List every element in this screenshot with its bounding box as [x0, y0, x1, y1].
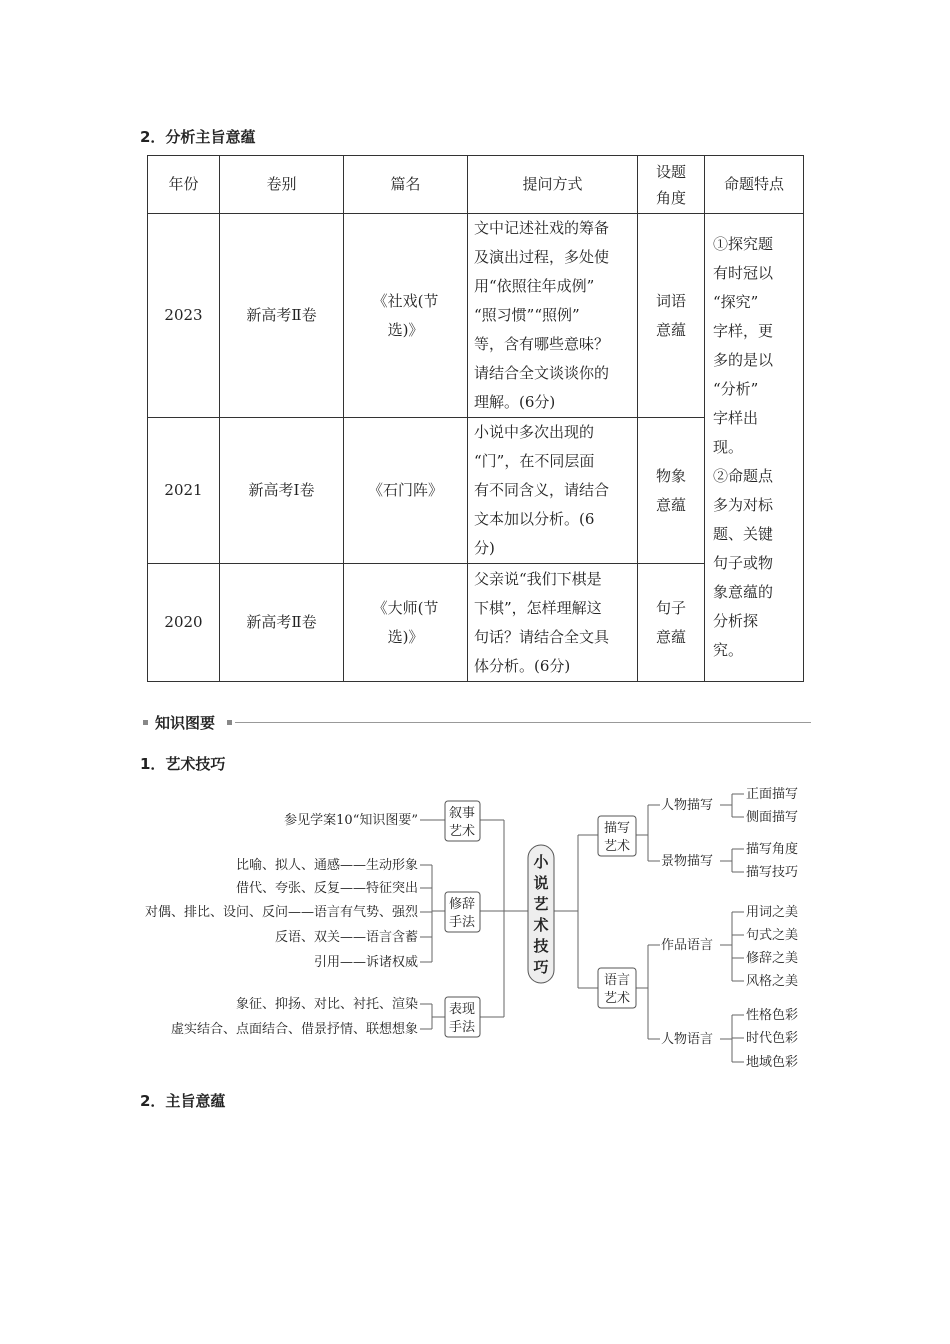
- section-heading-analysis: 2．分析主旨意蕴: [140, 128, 256, 146]
- node-narrative-line2: 艺术: [448, 824, 476, 839]
- cell-year: 2023: [148, 214, 220, 418]
- exam-question-table: [147, 155, 804, 682]
- leaf-expression-1: 象征、抑扬、对比、衬托、渲染: [235, 997, 418, 1012]
- header-paper: 卷别: [220, 156, 344, 214]
- leaf-era-color: 时代色彩: [746, 1031, 799, 1046]
- node-description-line1: 描写: [603, 821, 631, 836]
- leaf-description-angle: 描写角度: [746, 842, 799, 857]
- table-header-row: [148, 156, 804, 214]
- leaf-rhetoric-5: 引用——诉诸权威: [313, 955, 418, 970]
- leaf-indirect-description: 侧面描写: [746, 810, 799, 825]
- sub-character-language: 人物语言: [661, 1032, 714, 1047]
- node-expression-line1: 表现: [448, 1002, 476, 1017]
- sub-work-language: 作品语言: [661, 938, 714, 953]
- bar-square-right: [227, 720, 232, 725]
- cell-title: 《石门阵》: [344, 418, 468, 564]
- svg-text:小: 小: [533, 853, 549, 871]
- node-expression-line2: 手法: [448, 1020, 476, 1035]
- bar-square-left: [143, 720, 148, 725]
- svg-text:巧: 巧: [533, 958, 549, 976]
- leaf-narrative-ref: 参见学案10“知识图要”: [284, 813, 418, 828]
- header-year: 年份: [148, 156, 220, 214]
- cell-angle: 句子 意蕴: [638, 564, 705, 682]
- header-angle: 设题 角度: [638, 156, 705, 214]
- cell-year: 2021: [148, 418, 220, 564]
- leaf-expression-2: 虚实结合、点面结合、借景抒情、联想想象: [170, 1022, 418, 1037]
- bar-rule: [235, 722, 811, 723]
- leaf-sentence-beauty: 句式之美: [746, 928, 799, 943]
- svg-text:术: 术: [533, 916, 549, 934]
- leaf-word-beauty: 用词之美: [746, 905, 799, 920]
- cell-title: 《大师(节 选)》: [344, 564, 468, 682]
- cell-paper: 新高考Ⅱ卷: [220, 214, 344, 418]
- svg-text:技: 技: [533, 937, 549, 955]
- knowledge-bar-title: 知识图要: [155, 714, 216, 732]
- sub-scenery-description: 景物描写: [661, 854, 714, 869]
- cell-year: 2020: [148, 564, 220, 682]
- cell-paper: 新高考Ⅰ卷: [220, 418, 344, 564]
- table-row: [148, 214, 804, 418]
- cell-angle: 物象 意蕴: [638, 418, 705, 564]
- knowledge-section-bar: [143, 712, 811, 732]
- cell-paper: 新高考Ⅱ卷: [220, 564, 344, 682]
- leaf-regional-color: 地域色彩: [746, 1055, 799, 1070]
- node-narrative-line1: 叙事: [448, 806, 476, 821]
- mindmap-diagram: [0, 780, 950, 1080]
- svg-text:艺: 艺: [533, 895, 549, 913]
- leaf-personality-color: 性格色彩: [746, 1008, 799, 1023]
- leaf-rhetoric-1: 比喻、拟人、通感——生动形象: [235, 858, 418, 873]
- leaf-rhetoric-4: 反语、双关——语言含蓄: [274, 930, 418, 945]
- cell-angle: 词语 意蕴: [638, 214, 705, 418]
- leaf-description-technique: 描写技巧: [746, 865, 799, 880]
- cell-features: ①探究题 有时冠以 “探究” 字样，更 多的是以 “分析” 字样出 现。 ②命题点 多为对标 题、关键 句子或物 象意蕴的 分析探 究。: [705, 214, 804, 682]
- leaf-style-beauty: 风格之美: [746, 974, 799, 989]
- cell-question: 文中记述社戏的筹备 及演出过程，多处使 用“依照往年成例” “照习惯”“照例” 等，含有哪些意味？ 请结合全文谈谈你的 理解。(6分): [468, 214, 638, 418]
- svg-text:说: 说: [533, 874, 549, 892]
- header-title: 篇名: [344, 156, 468, 214]
- leaf-rhetoric-3: 对偶、排比、设问、反问——语言有气势、强烈: [144, 905, 418, 920]
- node-language-line2: 艺术: [603, 991, 631, 1006]
- leaf-rhetoric-beauty: 修辞之美: [746, 951, 799, 966]
- node-rhetoric-line1: 修辞: [448, 897, 476, 912]
- section-heading-theme: 2．主旨意蕴: [140, 1092, 226, 1110]
- cell-question: 父亲说“我们下棋是 下棋”，怎样理解这 句话？请结合全文具 体分析。(6分): [468, 564, 638, 682]
- section-heading-art-techniques: 1．艺术技巧: [140, 755, 226, 773]
- node-rhetoric-line2: 手法: [448, 915, 476, 930]
- cell-question: 小说中多次出现的 “门”，在不同层面 有不同含义，请结合 文本加以分析。(6 分): [468, 418, 638, 564]
- header-question: 提问方式: [468, 156, 638, 214]
- leaf-direct-description: 正面描写: [746, 787, 799, 802]
- leaf-rhetoric-2: 借代、夸张、反复——特征突出: [235, 881, 418, 896]
- header-feature: 命题特点: [705, 156, 804, 214]
- node-language-line1: 语言: [603, 973, 631, 988]
- node-description-line2: 艺术: [603, 839, 631, 854]
- sub-character-description: 人物描写: [661, 798, 714, 813]
- cell-title: 《社戏(节 选)》: [344, 214, 468, 418]
